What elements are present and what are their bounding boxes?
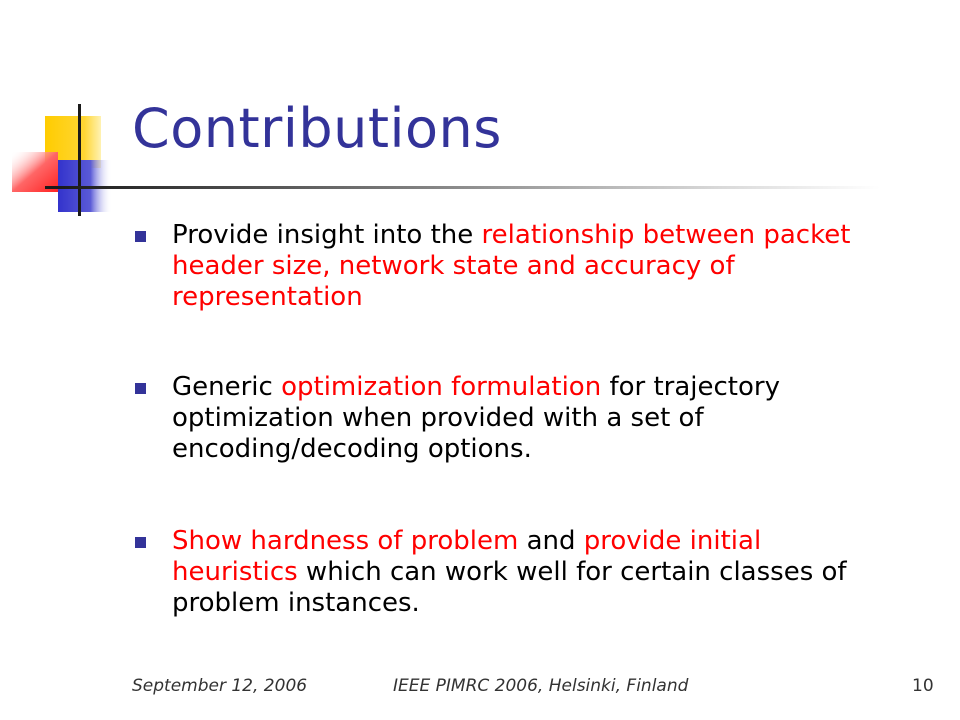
slide-logo-graphic	[0, 0, 140, 230]
bullet-segment: and	[518, 526, 584, 556]
footer-date: September 12, 2006	[132, 676, 308, 696]
logo-vertical-line	[78, 104, 81, 216]
bullet-segment-emphasis: optimization formulation	[281, 372, 602, 402]
bullet-segment: which can work well for certain classes of problem instances.	[172, 557, 847, 618]
bullet-segment: Generic	[172, 372, 282, 402]
bullet-marker	[135, 231, 146, 242]
bullet-item	[172, 220, 892, 313]
bullet-segment-emphasis: provide initial heuristics	[172, 526, 762, 587]
bullet-text	[172, 220, 850, 312]
slide-number: 10	[912, 676, 934, 696]
bullet-text	[172, 526, 847, 618]
bullet-segment-emphasis: relationship between packet header size, network state and accuracy of representation	[172, 220, 851, 312]
bullet-marker	[135, 383, 146, 394]
bullet-text	[172, 372, 780, 464]
title-underline-rule	[60, 186, 880, 189]
bullet-item	[172, 526, 892, 619]
bullet-segment: Provide insight into the	[172, 220, 482, 250]
footer-conference: IEEE PIMRC 2006, Helsinki, Finland	[393, 676, 689, 696]
bullet-item	[172, 372, 892, 465]
bullet-marker	[135, 537, 146, 548]
bullet-segment: for trajectory optimization when provided with a set of encoding/decoding options.	[172, 372, 780, 464]
bullet-segment-emphasis: Show hardness of problem	[172, 526, 519, 556]
slide-title: Contributions	[132, 97, 502, 160]
